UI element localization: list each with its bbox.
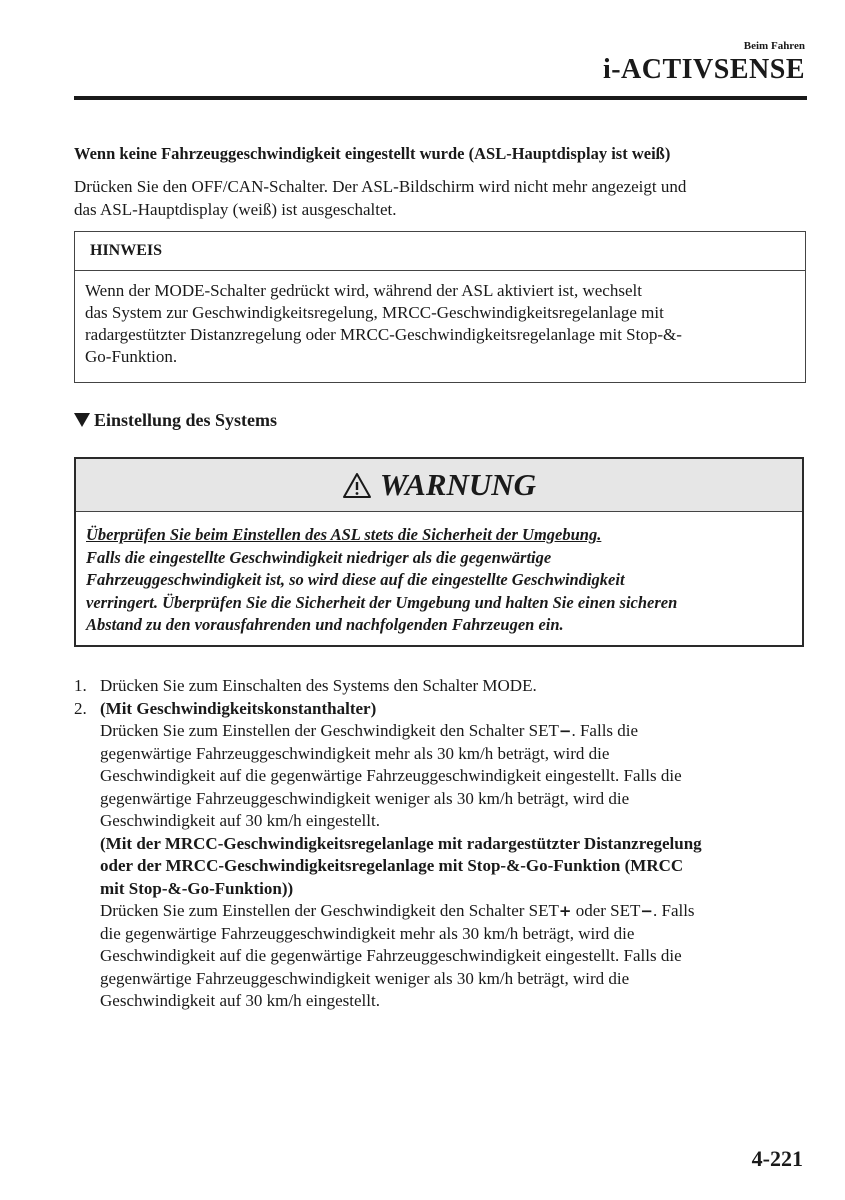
- step-line: Geschwindigkeit auf 30 km/h eingestellt.: [100, 991, 380, 1010]
- step-item: [74, 675, 806, 698]
- section-heading-text: Einstellung des Systems: [94, 410, 278, 430]
- plus-symbol: +: [558, 902, 572, 920]
- warning-body: [76, 512, 802, 637]
- warning-box: [74, 457, 804, 647]
- minus-symbol: −: [558, 722, 572, 740]
- warning-title: WARNUNG: [379, 467, 537, 502]
- warning-line: Falls die eingestellte Geschwindigkeit niedriger als die gegenwärtige: [86, 547, 552, 567]
- warning-triangle-icon: [342, 472, 372, 499]
- step-line-text: oder SET: [571, 901, 641, 920]
- step-text: Drücken Sie zum Einschalten des Systems den Schalter MODE.: [100, 676, 537, 695]
- step-line: Geschwindigkeit auf die gegenwärtige Fahrzeuggeschwindigkeit eingestellt. Falls die: [100, 946, 682, 965]
- step-line-text: . Falls die: [571, 721, 639, 740]
- sub-heading: mit Stop-&-Go-Funktion)): [100, 878, 294, 898]
- step-line-text: Drücken Sie zum Einstellen der Geschwindigkeit den Schalter SET: [100, 721, 559, 740]
- section-heading: [74, 410, 806, 431]
- sub-heading: (Mit der MRCC-Geschwindigkeitsregelanlage mit radargestützter Distanzregelung: [100, 833, 702, 853]
- note-body: [75, 271, 805, 368]
- warning-underlined-line: Überprüfen Sie beim Einstellen des ASL stets die Sicherheit der Umgebung.: [86, 525, 602, 544]
- step-line: Geschwindigkeit auf die gegenwärtige Fahrzeuggeschwindigkeit eingestellt. Falls die: [100, 766, 682, 785]
- step-line-text: Drücken Sie zum Einstellen der Geschwindigkeit den Schalter SET: [100, 901, 559, 920]
- sub-heading: oder der MRCC-Geschwindigkeitsregelanlage mit Stop-&-Go-Funktion (MRCC: [100, 856, 684, 875]
- note-line: radargestützter Distanzregelung oder MRCC-Geschwindigkeitsregelanlage mit Stop-&-: [85, 325, 682, 344]
- warning-line: Abstand zu den vorausfahrenden und nachfolgenden Fahrzeugen ein.: [86, 615, 564, 634]
- note-line: das System zur Geschwindigkeitsregelung, MRCC-Geschwindigkeitsregelanlage mit: [85, 303, 664, 322]
- step-line: gegenwärtige Fahrzeuggeschwindigkeit weniger als 30 km/h beträgt, wird die: [100, 968, 630, 988]
- step-line: gegenwärtige Fahrzeuggeschwindigkeit weniger als 30 km/h beträgt, wird die: [100, 788, 630, 808]
- intro-paragraph: [74, 175, 806, 221]
- step-number: 1.: [74, 676, 87, 695]
- step-line: gegenwärtige Fahrzeuggeschwindigkeit mehr als 30 km/h beträgt, wird die: [100, 743, 610, 763]
- intro-line: Drücken Sie den OFF/CAN-Schalter. Der ASL-Bildschirm wird nicht mehr angezeigt und: [74, 177, 687, 196]
- step-line: Geschwindigkeit auf 30 km/h eingestellt.: [100, 811, 380, 830]
- step-line-text: . Falls: [652, 901, 695, 920]
- page-title: i-ACTIVSENSE: [602, 54, 805, 85]
- step-line: die gegenwärtige Fahrzeuggeschwindigkeit mehr als 30 km/h beträgt, wird die: [100, 923, 635, 943]
- header-section-label: Beim Fahren: [743, 40, 805, 52]
- sub-heading: (Mit Geschwindigkeitskonstanthalter): [100, 698, 377, 718]
- step-line: [100, 720, 806, 743]
- step-number: 2.: [74, 698, 87, 718]
- note-line: Wenn der MODE-Schalter gedrückt wird, während der ASL aktiviert ist, wechselt: [85, 281, 642, 300]
- page-number: 4-221: [751, 1146, 803, 1171]
- intro-line: das ASL-Hauptdisplay (weiß) ist ausgeschaltet.: [74, 200, 397, 219]
- note-title: HINWEIS: [75, 232, 805, 271]
- warning-header: [76, 459, 802, 512]
- note-line: Go-Funktion.: [85, 347, 178, 366]
- warning-line: Fahrzeuggeschwindigkeit ist, so wird diese auf die eingestellte Geschwindigkeit: [86, 570, 625, 589]
- intro-heading: Wenn keine Fahrzeuggeschwindigkeit eingestellt wurde (ASL-Hauptdisplay ist weiß): [74, 144, 671, 163]
- triangle-down-icon: [74, 413, 90, 427]
- warning-line: verringert. Überprüfen Sie die Sicherheit der Umgebung und halten Sie einen sicheren: [86, 592, 678, 612]
- note-box: [74, 231, 806, 383]
- step-line: [100, 900, 806, 923]
- step-body: [100, 698, 806, 1013]
- minus-symbol: −: [640, 902, 653, 920]
- header-divider: [74, 96, 807, 100]
- steps-list: [74, 675, 806, 1013]
- step-item: [74, 698, 806, 1013]
